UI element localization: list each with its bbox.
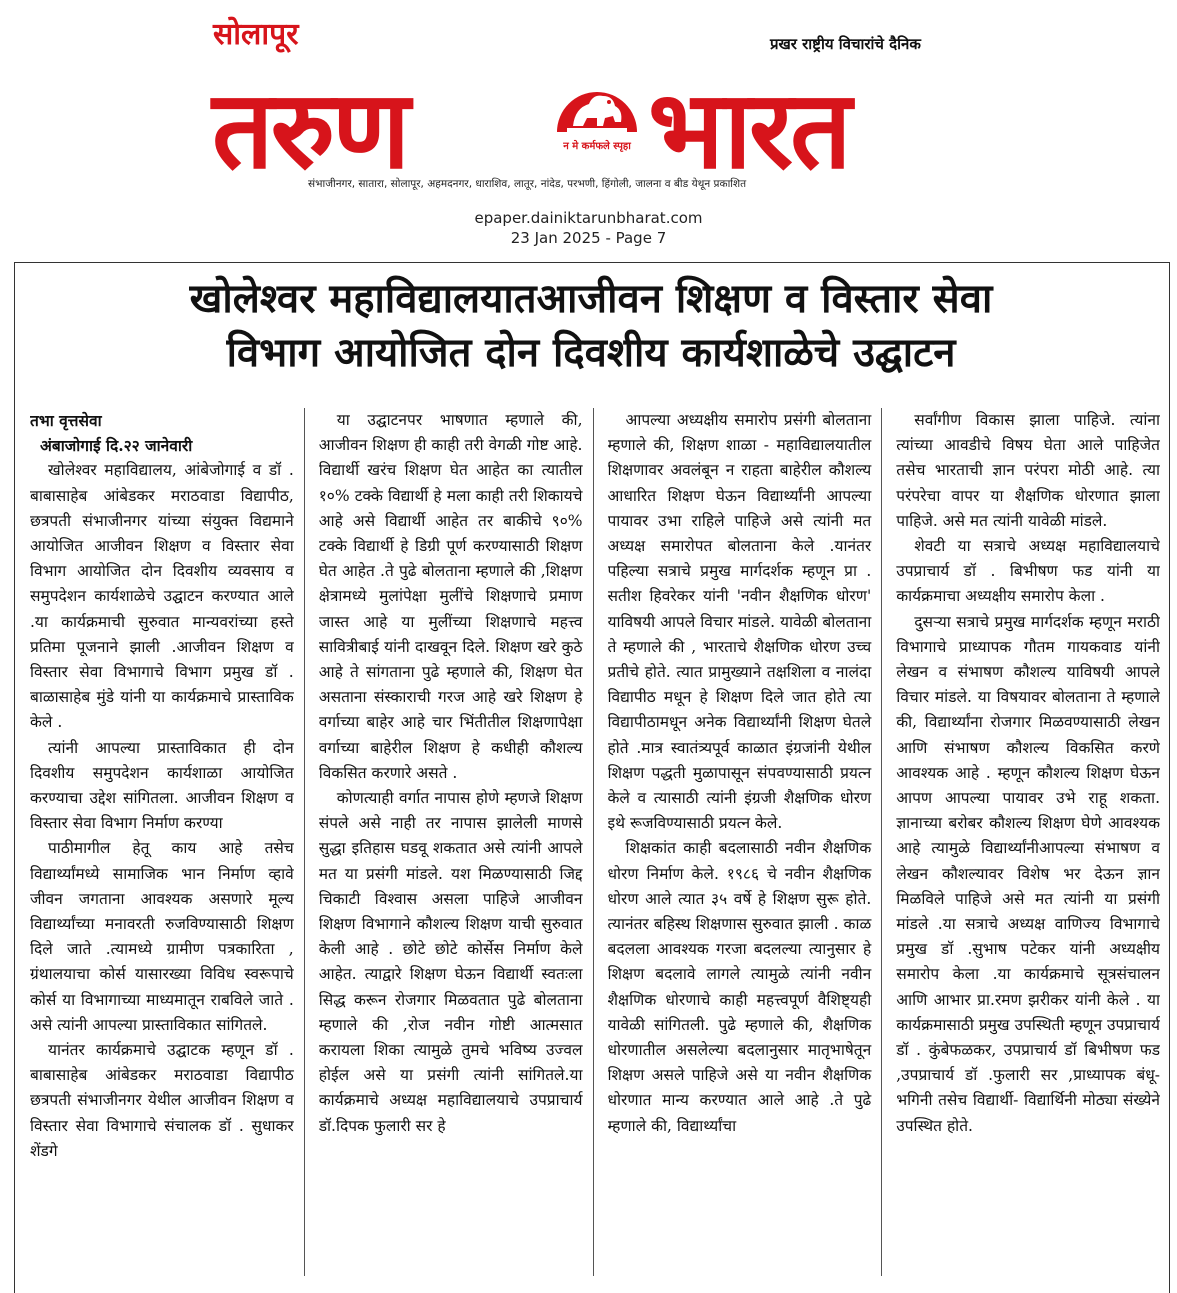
paragraph: त्यांनी आपल्या प्रास्ताविकात ही दोन दिवशीय समुपदेशन कार्यशाळा आयोजित करण्याचा उद्देश सांगितला. आजीवन शिक्षण व विस्तार सेवा विभाग निर्माण करण्या [30,738,294,833]
paragraph: पाठीमागील हेतू काय आहे तसेच विद्यार्थ्यांमध्ये सामाजिक भान निर्माण व्हावे जीवन जगताना आवश्यक असणारे मूल्य विद्यार्थ्यांच्या मनावरती रुजविण्यासाठी शिक्षण दिले जाते .त्यामध्ये ग्रामीण पत्रकारिता , ग्रंथालयाचा कोर्स यासारख्या विविध स्वरूपाचे कोर्स या विभागाच्या माध्यमातून राबविले जाते . असे त्यांनी आपल्या प्रास्ताविकात सांगितले. [30,839,294,1034]
source-date-page: 23 Jan 2025 - Page 7 [510,229,667,247]
city-name: सोलापूर [213,17,299,52]
paragraph: सर्वांगीण विकास झाला पाहिजे. त्यांना त्यांच्या आवडीचे विषय घेता आले पाहिजेत तसेच भारताची ज्ञान परंपरा मोठी आहे. त्या परंपरेचा वापर या शैक्षणिक धोरणात झाला पाहिजे. असे मत त्यांनी यावेळी मांडले. [896,411,1160,530]
article-column-3 [608,408,883,1276]
tagline: प्रखर राष्ट्रीय विचारांचे दैनिक [770,35,921,53]
logo-motto: न मे कर्मफले स्पृहा [563,141,631,152]
masthead [0,0,1177,200]
paragraph: यानंतर कार्यक्रमाचे उद्घाटक म्हणून डॉ . बाबासाहेब आंबेडकर मराठवाडा विद्यापीठ छत्रपती संभाजीनगर येथील आजीवन शिक्षण व विस्तार सेवा विभागाचे संचालक डॉ . सुधाकर शेंडगे [30,1041,294,1160]
headline-line-1: खोलेश्वर महाविद्यालयातआजीवन शिक्षण व विस्तार सेवा [189,276,993,322]
byline-place-date: अंबाजोगाई दि.२२ जानेवारी [40,436,193,456]
paragraph: या उद्घाटनपर भाषणात म्हणाले की, आजीवन शिक्षण ही काही तरी वेगळी गोष्ट आहे. विद्यार्थी खरंच शिक्षण घेत आहेत का त्यातील १०% टक्के विद्यार्थी हे मला काही तरी शिकायचे आहे असे विद्यार्थी आहेत तर बाकीचे ९०% टक्के विद्यार्थी हे डिग्री पूर्ण करण्यासाठी शिक्षण घेत आहेत .ते पुढे बोलताना म्हणाले की ,शिक्षण क्षेत्रामध्ये मुलांपेक्षा मुलींचे शिक्षणाचे प्रमाण जास्त आहे या मुलींच्या शिक्षणाचे महत्त्व सावित्रीबाई यांनी दाखवून दिले. शिक्षण खरे कुठे आहे ते सांगताना पुढे म्हणाले की, शिक्षण घेत असताना संस्काराची गरज आहे खरे शिक्षण हे वर्गाच्या बाहेर आहे चार भिंतीतील शिक्षणापेक्षा वर्गाच्या बाहेरील शिक्षण हे कधीही कौशल्य विकसित करणारे असते . [318,411,583,782]
article-column-1 [30,408,305,1276]
paragraph: कोणत्याही वर्गात नापास होणे म्हणजे शिक्षण संपले असे नाही तर नापास झालेली माणसे सुद्धा इतिहास घडवू शकतात असे त्यांनी आपले मत या प्रसंगी मांडले. यश मिळण्यासाठी जिद्द चिकाटी विश्वास असला पाहिजे आजीवन शिक्षण विभागाने कौशल्य शिक्षण याची सुरुवात केली आहे . छोटे छोटे कोर्सेस निर्माण केले आहेत. त्याद्वारे शिक्षण घेऊन विद्यार्थी स्वतःला सिद्ध करून रोजगार मिळवतात पुढे बोलताना म्हणाले की ,रोज नवीन गोष्टी आत्मसात करायला शिका त्यामुळे तुमचे भविष्य उज्वल होईल असे या प्रसंगी त्यांनी सांगितले.या कार्यक्रमाचे अध्यक्ष महाविद्यालयाचे उपप्राचार्य डॉ.दिपक फुलारी सर हे [318,789,583,1135]
source-url: epaper.dainiktarunbharat.com [474,209,703,227]
brand-title-left: तरुण [212,68,408,193]
editions-line: संभाजीनगर, सातारा, सोलापूर, अहमदनगर, धाराशिव, लातूर, नांदेड, परभणी, हिंगोली, जालना व बीड येथून प्रकाशित [308,178,747,190]
article-headline [14,272,1168,380]
brand-title-right: भारत [648,68,849,193]
paragraph: शिक्षकांत काही बदलासाठी नवीन शैक्षणिक धोरण निर्माण केले. १९८६ चे नवीन शैक्षणिक धोरण आले त्यात ३५ वर्षे हे शिक्षण सुरू होते. त्यानंतर बहिस्थ शिक्षणास सुरुवात झाली . काळ बदलला आवश्यक गरजा बदलल्या त्यानुसार हे शिक्षण बदलावे लागले त्यामुळे त्यांनी नवीन शैक्षणिक धोरणाचे काही महत्त्वपूर्ण वैशिष्ट्यही यावेळी सांगितली. पुढे म्हणाले की, शैक्षणिक धोरणातील असलेल्या बदलानुसार मातृभाषेतून शिक्षण असले पाहिजे असे या नवीन शैक्षणिक धोरणात मान्य करण्यात आले आहे .ते पुढे म्हणाले की, विद्यार्थ्यांचा [607,839,872,1135]
paragraph: खोलेश्वर महाविद्यालय, आंबेजोगाई व डॉ . बाबासाहेब आंबेडकर मराठवाडा विद्यापीठ, छत्रपती संभाजीनगर यांच्या संयुक्त विद्यमाने आयोजित आजीवन शिक्षण व विस्तार सेवा विभाग आयोजित दोन दिवशीय व्यवसाय व समुपदेशन कार्यशाळेचे उद्घाटन करण्यात आले .या कार्यक्रमाची सुरुवात मान्यवरांच्या हस्ते प्रतिमा पूजनाने झाली .आजीवन शिक्षण व विस्तार सेवा विभागाचे विभाग प्रमुख डॉ . बाळासाहेब मुंडे यांनी या कार्यक्रमाचे प्रास्ताविक केले . [30,461,294,732]
source-info [0,208,1177,248]
paragraph: दुसऱ्या सत्राचे प्रमुख मार्गदर्शक म्हणून मराठी विभागाचे प्राध्यापक गौतम गायकवाड यांनी लेखन व संभाषण कौशल्य याविषयी आपले विचार मांडले. या विषयावर बोलताना ते म्हणाले की, विद्यार्थ्यांना रोजगार मिळवण्यासाठी लेखन आणि संभाषण कौशल्य विकसित करणे आवश्यक आहे . म्हणून कौशल्य शिक्षण घेऊन आपण आपल्या पायावर उभे राहू शकता. ज्ञानाच्या बरोबर कौशल्य शिक्षण घेणे आवश्यक आहे त्यामुळे विद्यार्थ्यांनीआपल्या संभाषण व लेखन कौशल्यावर विशेष भर देऊन ज्ञान मिळविले पाहिजे असे मत त्यांनी या प्रसंगी मांडले .या सत्राचे अध्यक्ष वाणिज्य विभागाचे प्रमुख डॉ .सुभाष पटेकर यांनी अध्यक्षीय समारोप केला .या कार्यक्रमाचे सूत्रसंचालन आणि आभार प्रा.रमण झरीकर यांनी केले . या कार्यक्रमासाठी प्रमुख उपस्थिती म्हणून उपप्राचार्य डॉ . कुंबेफळकर, उपप्राचार्य डॉ बिभीषण फड ,उपप्राचार्य डॉ .फुलारी सर ,प्राध्यापक बंधू- भगिनी तसेच विद्यार्थी- विद्यार्थिनी मोठ्या संख्येने उपस्थित होते. [896,612,1160,1135]
article-columns [30,408,1160,1276]
article-column-2 [319,408,594,1276]
headline-line-2: विभाग आयोजित दोन दिवशीय कार्यशाळेचे उद्घाटन [226,330,956,376]
paragraph: शेवटी या सत्राचे अध्यक्ष महाविद्यालयाचे उपप्राचार्य डॉ . बिभीषण फड यांनी या कार्यक्रमाचा अध्यक्षीय समारोप केला . [896,537,1160,606]
paragraph: आपल्या अध्यक्षीय समारोप प्रसंगी बोलताना म्हणाले की, शिक्षण शाळा - महाविद्यालयातील शिक्षणावर अवलंबून न राहता बाहेरील कौशल्य आधारित शिक्षण घेऊन विद्यार्थ्यांनी आपल्या पायावर उभा राहिले पाहिजे असे त्यांनी मत अध्यक्ष समारोपत बोलताना केले .यानंतर पहिल्या सत्राचे प्रमुख मार्गदर्शक म्हणून प्रा . सतीश हिवरेकर यांनी 'नवीन शैक्षणिक धोरण' याविषयी आपले विचार मांडले. यावेळी बोलताना ते म्हणाले की , भारताचे शैक्षणिक धोरण उच्च प्रतीचे होते. त्यात प्रामुख्याने तक्षशिला व नालंदा विद्यापीठ मधून हे शिक्षण दिले जात होते त्या विद्यापीठामधून अनेक विद्यार्थ्यांनी शिक्षण घेतले होते .मात्र स्वातंत्र्यपूर्व काळात इंग्रजांनी येथील शिक्षण पद्धती मुळापासून संपवण्यासाठी प्रयत्न केले व त्यासाठी त्यांनी इंग्रजी शैक्षणिक धोरण इथे रूजविण्यासाठी प्रयत्न केले. [607,411,872,833]
article-column-4 [896,408,1160,1276]
byline-agency: तभा वृत्तसेवा [30,411,102,430]
